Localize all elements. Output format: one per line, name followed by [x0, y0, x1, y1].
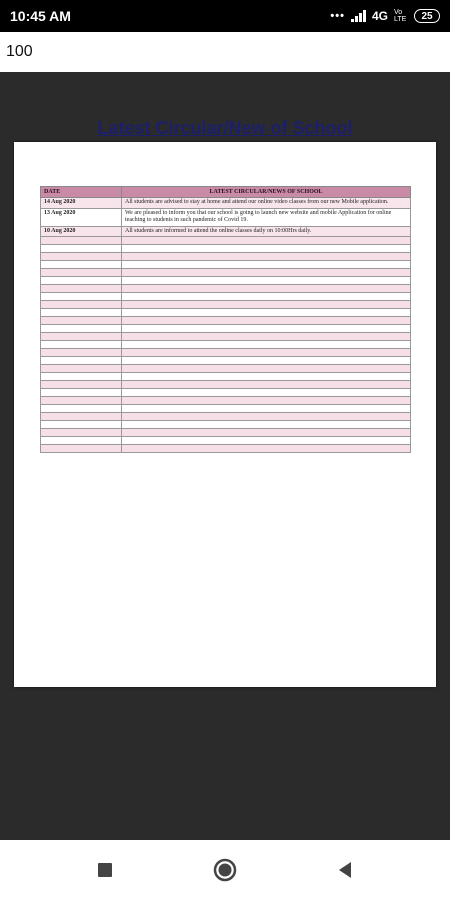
viewer-top-bar: [0, 32, 450, 72]
empty-table-row: [41, 341, 411, 349]
network-type: 4G: [371, 9, 388, 23]
empty-cell: [122, 349, 411, 357]
empty-cell: [41, 397, 122, 405]
empty-cell: [41, 389, 122, 397]
empty-table-row: [41, 285, 411, 293]
empty-cell: [41, 445, 122, 453]
empty-cell: [122, 301, 411, 309]
status-time: 10:45 AM: [10, 8, 71, 24]
empty-table-row: [41, 365, 411, 373]
empty-table-row: [41, 237, 411, 245]
table-row: [41, 198, 411, 209]
home-circle-icon: [212, 857, 238, 883]
table-header-row: [41, 187, 411, 198]
empty-table-row: [41, 245, 411, 253]
empty-cell: [122, 373, 411, 381]
empty-cell: [122, 261, 411, 269]
empty-cell: [41, 245, 122, 253]
empty-cell: [122, 293, 411, 301]
empty-cell: [41, 237, 122, 245]
empty-cell: [122, 421, 411, 429]
table-body: [41, 198, 411, 453]
empty-table-row: [41, 325, 411, 333]
empty-table-row: [41, 437, 411, 445]
empty-cell: [41, 325, 122, 333]
empty-table-row: [41, 381, 411, 389]
empty-cell: [41, 421, 122, 429]
empty-table-row: [41, 309, 411, 317]
empty-table-row: [41, 333, 411, 341]
empty-cell: [122, 309, 411, 317]
empty-cell: [122, 277, 411, 285]
empty-table-row: [41, 301, 411, 309]
empty-table-row: [41, 421, 411, 429]
status-icons: [330, 9, 440, 23]
page-number: 100: [6, 43, 33, 60]
more-notifications-icon: •••: [330, 10, 345, 22]
empty-cell: [122, 397, 411, 405]
empty-cell: [122, 445, 411, 453]
empty-table-row: [41, 445, 411, 453]
empty-cell: [122, 429, 411, 437]
empty-table-row: [41, 293, 411, 301]
empty-cell: [122, 333, 411, 341]
header-news: LATEST CIRCULAR/NEWS OF SCHOOL: [122, 187, 411, 198]
empty-cell: [122, 253, 411, 261]
battery-level: 25: [414, 9, 440, 23]
empty-cell: [122, 365, 411, 373]
empty-table-row: [41, 397, 411, 405]
empty-cell: [41, 277, 122, 285]
signal-icon: [351, 10, 366, 22]
empty-cell: [122, 341, 411, 349]
row-date: 13 Aug 2020: [41, 208, 122, 226]
empty-cell: [41, 381, 122, 389]
back-triangle-icon: [337, 861, 353, 879]
empty-cell: [41, 309, 122, 317]
empty-cell: [41, 405, 122, 413]
empty-table-row: [41, 413, 411, 421]
empty-cell: [122, 317, 411, 325]
document-title: Latest Circular/New of School: [97, 118, 353, 138]
empty-cell: [122, 413, 411, 421]
row-date: 10 Aug 2020: [41, 226, 122, 237]
empty-cell: [122, 325, 411, 333]
empty-table-row: [41, 277, 411, 285]
home-button[interactable]: [165, 840, 285, 900]
empty-cell: [41, 349, 122, 357]
empty-table-row: [41, 261, 411, 269]
empty-cell: [122, 285, 411, 293]
header-date: DATE: [41, 187, 122, 198]
empty-cell: [122, 357, 411, 365]
empty-cell: [122, 405, 411, 413]
row-text: We are pleased to inform you that our school is going to launch new website and mobile Application for online teaching to students in such pandemic of Covid 19.: [122, 208, 411, 226]
row-date: 14 Aug 2020: [41, 198, 122, 209]
empty-cell: [122, 381, 411, 389]
empty-cell: [41, 341, 122, 349]
empty-cell: [41, 413, 122, 421]
volte-indicator: Vo LTE: [394, 9, 407, 23]
circular-table-wrapper: [40, 186, 411, 453]
empty-cell: [41, 301, 122, 309]
empty-cell: [122, 437, 411, 445]
empty-table-row: [41, 373, 411, 381]
square-icon: [97, 862, 113, 878]
empty-table-row: [41, 269, 411, 277]
back-button[interactable]: [285, 840, 405, 900]
empty-cell: [41, 253, 122, 261]
empty-table-row: [41, 357, 411, 365]
empty-cell: [41, 293, 122, 301]
battery-icon: [414, 9, 440, 23]
empty-table-row: [41, 405, 411, 413]
circular-table: [40, 186, 411, 453]
empty-cell: [41, 285, 122, 293]
table-row: [41, 208, 411, 226]
navigation-bar: [0, 840, 450, 900]
status-bar: [0, 0, 450, 32]
row-text: All students are informed to attend the online classes daily on 10:00Hrs daily.: [122, 226, 411, 237]
empty-table-row: [41, 349, 411, 357]
recent-apps-button[interactable]: [45, 840, 165, 900]
table-row: [41, 226, 411, 237]
empty-cell: [41, 429, 122, 437]
empty-table-row: [41, 317, 411, 325]
empty-table-row: [41, 389, 411, 397]
empty-cell: [122, 237, 411, 245]
empty-table-row: [41, 253, 411, 261]
empty-cell: [41, 373, 122, 381]
empty-cell: [122, 245, 411, 253]
empty-cell: [122, 269, 411, 277]
empty-cell: [41, 437, 122, 445]
empty-table-row: [41, 429, 411, 437]
empty-cell: [41, 357, 122, 365]
empty-cell: [122, 389, 411, 397]
empty-cell: [41, 261, 122, 269]
empty-cell: [41, 269, 122, 277]
row-text: All students are advised to stay at home and attend our online video classes from our new Mobile application.: [122, 198, 411, 209]
empty-cell: [41, 365, 122, 373]
empty-cell: [41, 317, 122, 325]
empty-cell: [41, 333, 122, 341]
